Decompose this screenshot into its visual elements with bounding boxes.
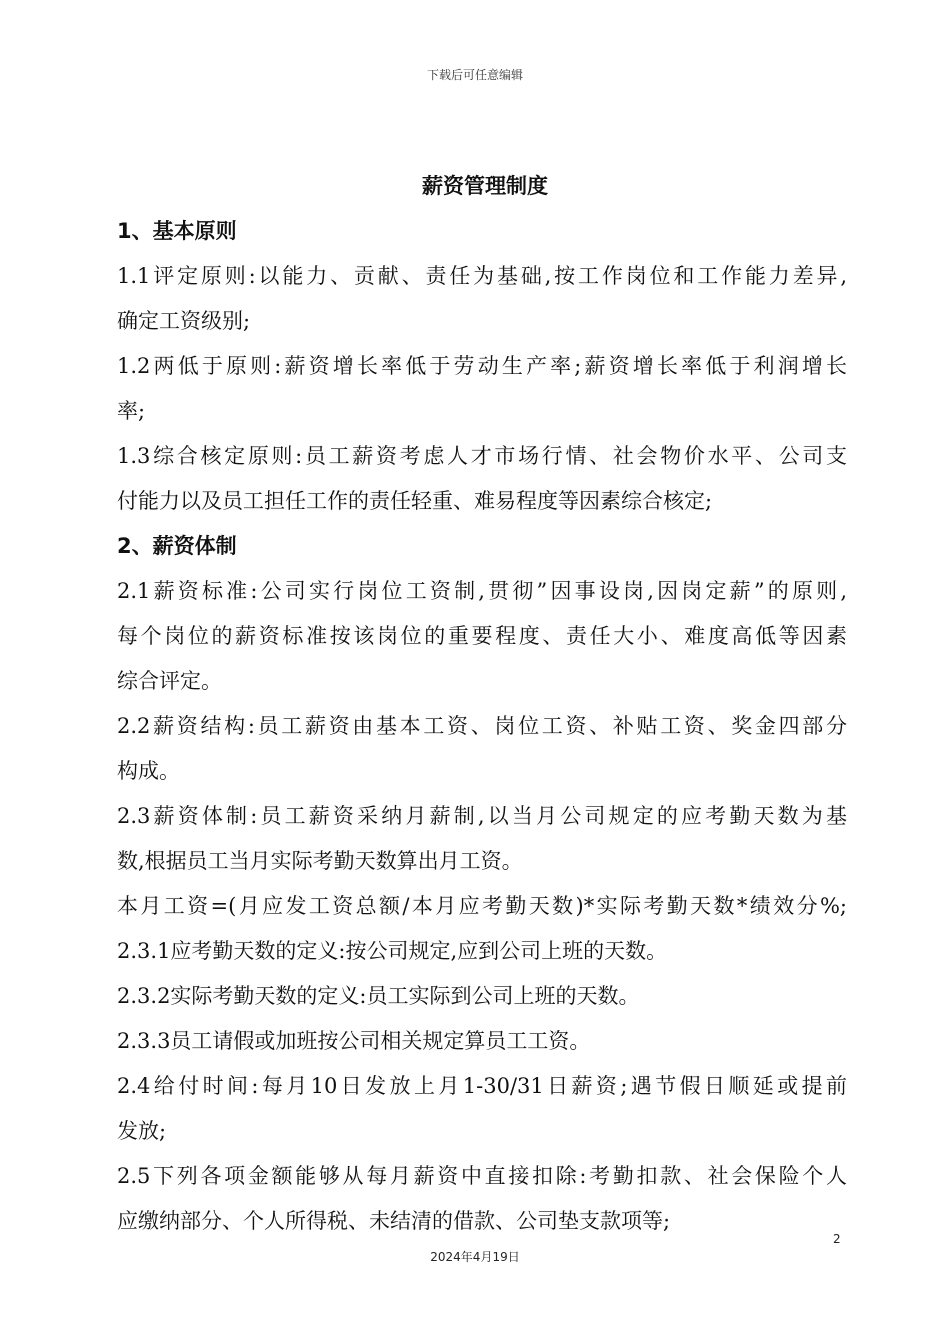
paragraph-line: 确定工资级别; (117, 309, 251, 333)
paragraph-line: 2.3薪资体制:员工薪资采纳月薪制,以当月公司规定的应考勤天数为基 (117, 804, 847, 828)
document-title: 薪资管理制度 (422, 174, 548, 198)
paragraph-line: 1.3综合核定原则:员工薪资考虑人才市场行情、社会物价水平、公司支 (117, 444, 847, 468)
paragraph-line: 2.3.1应考勤天数的定义:按公司规定,应到公司上班的天数。 (117, 939, 668, 963)
header-note: 下载后可任意编辑 (426, 68, 523, 82)
section-heading: 2、薪资体制 (117, 534, 237, 558)
document-body (117, 209, 847, 1244)
paragraph-line: 2.5下列各项金额能够从每月薪资中直接扣除:考勤扣款、社会保险个人 (117, 1164, 847, 1188)
paragraph-line: 本月工资=(月应发工资总额/本月应考勤天数)*实际考勤天数*绩效分%; (117, 894, 847, 918)
paragraph-line: 数,根据员工当月实际考勤天数算出月工资。 (117, 849, 523, 873)
paragraph-line: 应缴纳部分、个人所得税、未结清的借款、公司垫支款项等; (117, 1209, 671, 1233)
paragraph-line: 2.2薪资结构:员工薪资由基本工资、岗位工资、补贴工资、奖金四部分 (117, 714, 847, 738)
paragraph-line: 综合评定。 (117, 669, 222, 693)
page-number: 2 (833, 1232, 841, 1246)
footer-date: 2024年4月19日 (430, 1250, 520, 1264)
paragraph-line: 1.2两低于原则:薪资增长率低于劳动生产率;薪资增长率低于利润增长 (117, 354, 847, 378)
paragraph-line: 发放; (117, 1119, 167, 1143)
paragraph-line: 2.4给付时间:每月10日发放上月1-30/31日薪资;遇节假日顺延或提前 (117, 1074, 847, 1098)
paragraph-line: 2.1薪资标准:公司实行岗位工资制,贯彻”因事设岗,因岗定薪”的原则, (117, 579, 847, 603)
paragraph-line: 1.1评定原则:以能力、贡献、责任为基础,按工作岗位和工作能力差异, (117, 264, 847, 288)
section-heading: 1、基本原则 (117, 219, 237, 243)
paragraph-line: 每个岗位的薪资标准按该岗位的重要程度、责任大小、难度高低等因素 (117, 624, 847, 648)
paragraph-line: 2.3.2实际考勤天数的定义:员工实际到公司上班的天数。 (117, 984, 640, 1008)
paragraph-line: 2.3.3员工请假或加班按公司相关规定算员工工资。 (117, 1029, 591, 1053)
paragraph-line: 付能力以及员工担任工作的责任轻重、难易程度等因素综合核定; (117, 489, 713, 513)
paragraph-line: 构成。 (117, 759, 180, 783)
paragraph-line: 率; (117, 399, 146, 423)
